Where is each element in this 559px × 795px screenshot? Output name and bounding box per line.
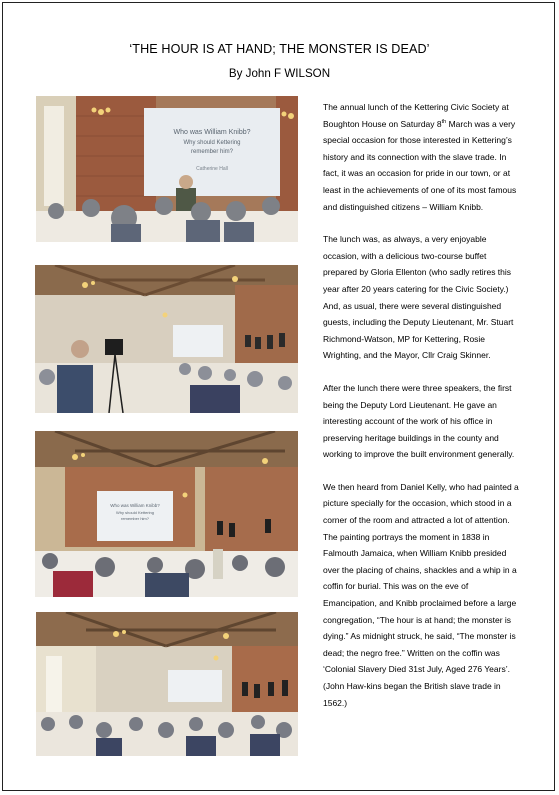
photo-full-room [36, 612, 298, 756]
article-byline: By John F WILSON [228, 67, 331, 80]
photo-speaker-at-dais [35, 431, 298, 597]
slide-text-line2: Why should Kettering [115, 510, 155, 515]
paragraph-3: After the lunch there were three speakers, the first being the Deputy Lord Lieutenant. He gave an interesting account of the work of his office in preserving heritage buildings in the county and working to improve the built environment generally. [323, 382, 515, 460]
photo-hall-with-cameraman [35, 265, 298, 413]
slide-text-line1: Who was William Knibb? [173, 129, 251, 136]
paragraph-1-start: The annual lunch of the Kettering Civic Society at Boughton House on Saturday 8 [323, 102, 509, 129]
slide-text-line4: Catherine Hall [196, 166, 228, 172]
slide-text-line3: remember him? [120, 516, 150, 521]
slide-text-line3: remember him? [190, 149, 234, 155]
article-body [323, 99, 520, 727]
article-title: ‘THE HOUR IS AT HAND; THE MONSTER IS DEAD’ [129, 42, 430, 56]
paragraph-1 [323, 99, 520, 215]
ordinal-suffix: th [441, 118, 447, 125]
photo-speaker-with-slide [36, 96, 298, 242]
slide-text-line2: Why should Kettering [183, 140, 241, 146]
paragraph-2: The lunch was, as always, a very enjoyable occasion, with a delicious two-course buffet prepared by Gloria Ellenton (who sadly retires this year after 20 years catering for the Civic Society.) And, as usual, there were several distinguished guests, including the Deputy Lieutenant, Mr. Stuart Richmond-Watson, MP for Kettering, Rosie Wrighting, and the Mayor, Cllr Craig Skinner. [323, 234, 514, 361]
slide-text-line1: Who was William Knibb? [110, 503, 160, 508]
paragraph-1-end: March was a very special occasion for those interested in Kettering’s history and its connection with the slave trade. In fact, it was an occasion for pride in our town, or at least in the achievements of one of its most famous and distinguished citizens – William Knibb. [323, 118, 517, 212]
paragraph-4: We then heard from Daniel Kelly, who had painted a picture specially for the occasion, which stood in a corner of the room and attracted a lot of attention. The painting portrays the moment in 1838 in Falmouth Jamaica, when William Knibb presided over the placing of chains, shackles and a whip in a coffin for burial. This was on the eve of Emancipation, and Knibb proclaimed before a large congregation, “The hour is at hand; the monster is dying.” As midnight struck, he said, “The monster is dead; the negro free.” Written on the coffin was ‘Colonial Slavery Died 31st July, Aged 276 Years’. (John Haw-kins began the British slave trade in 1562.) [323, 481, 519, 708]
